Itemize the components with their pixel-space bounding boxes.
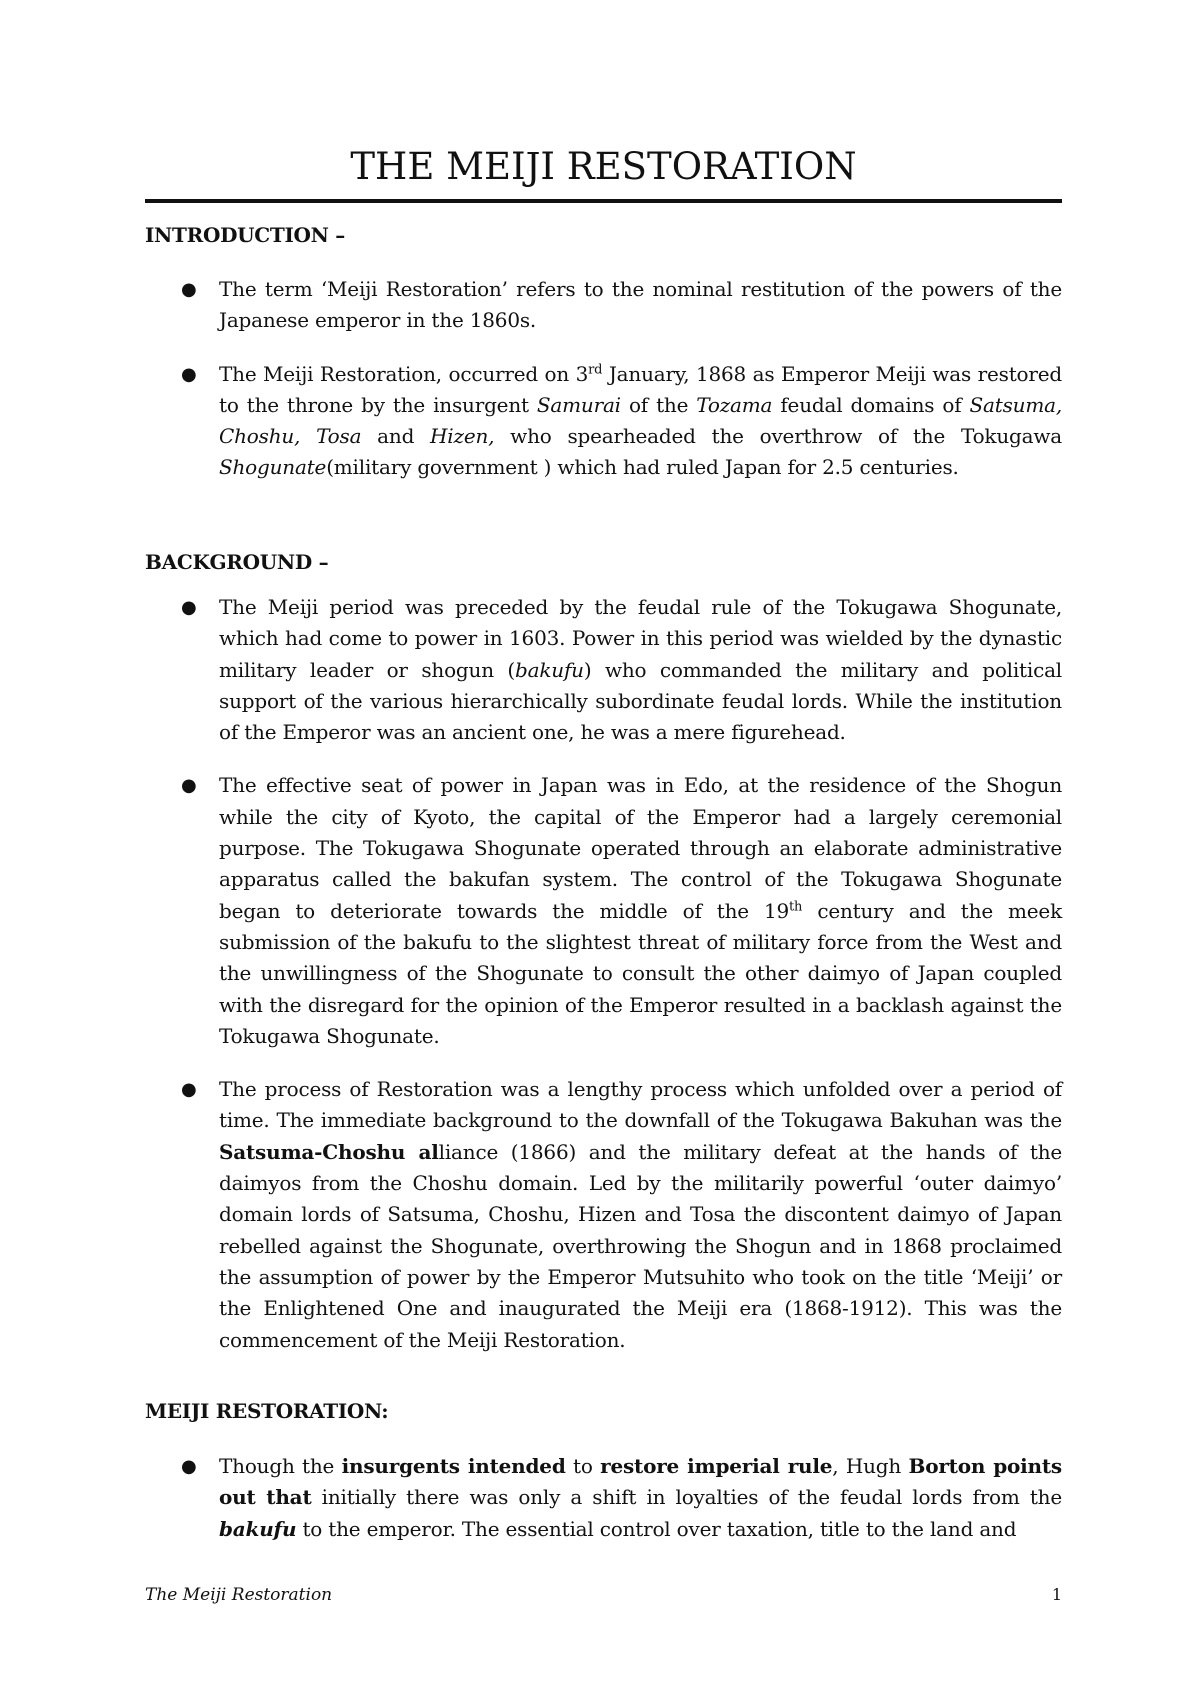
- footer-title: The Meiji Restoration: [145, 1585, 333, 1605]
- bullet-icon: ●: [181, 1456, 197, 1477]
- page-number: 1: [1051, 1585, 1062, 1604]
- bullet-text: The process of Restoration was a lengthy process which unfolded over a period of time. The immediate background to the downfall of the Tokugawa Bakuhan was the Satsuma-Choshu alliance (1866) and the military defeat at the hands of the daimyos from the Choshu domain. Led by the militarily powerful ‘outer daimyo’ domain lords of Satsuma, Choshu, Hizen and Tosa the discontent daimyo of Japan rebelled against the Shogunate, overthrowing the Shogun and in 1868 proclaimed the assumption of power by the Emperor Mutsuhito who took on the title ‘Meiji’ or the Enlightened One and inaugurated the Meiji era (1868-1912). This was the commencement of the Meiji Restoration.: [219, 1077, 1063, 1352]
- page-title: THE MEIJI RESTORATION: [350, 145, 857, 188]
- bullet-icon: ●: [181, 279, 197, 300]
- bullet-icon: ●: [181, 363, 197, 385]
- bullet-icon: ●: [181, 775, 197, 797]
- bullet-text: The Meiji period was preceded by the feudal rule of the Tokugawa Shogunate, which had come to power in 1603. Power in this period was wielded by the dynastic military leader or shogun (bakufu) who commanded the military and political support of the various hierarchically subordinate feudal lords. While the institution of the Emperor was an ancient one, he was a mere figurehead.: [219, 595, 1063, 745]
- bullet-text: The effective seat of power in Japan was in Edo, at the residence of the Shogun while the city of Kyoto, the capital of the Emperor had a largely ceremonial purpose. The Tokugawa Shogunate operated through an elaborate administrative apparatus called the bakufan system. The control of the Tokugawa Shogunate began to deteriorate towards the middle of the 19th century and the meek submission of the bakufu to the slightest threat of military force from the West and the unwillingness of the Shogunate to consult the other daimyo of Japan coupled with the disregard for the opinion of the Emperor resulted in a backlash against the Tokugawa Shogunate.: [219, 773, 1062, 1048]
- bullet-text: The Meiji Restoration, occurred on 3rd January, 1868 as Emperor Meiji was restored to the throne by the insurgent Samurai of the Tozama feudal domains of Satsuma, Choshu, Tosa and Hizen, who spearheaded the overthrow of the Tokugawa Shogunate(military government ) which had ruled Japan for 2.5 centuries.: [219, 361, 1062, 480]
- introduction-list: [145, 274, 1062, 484]
- background-heading: BACKGROUND –: [145, 550, 329, 574]
- list-item: [145, 1074, 1062, 1356]
- meiji-restoration-heading: MEIJI RESTORATION:: [145, 1399, 389, 1423]
- bullet-text: The term ‘Meiji Restoration’ refers to the nominal restitution of the powers of the Japanese emperor in the 1860s.: [219, 277, 1062, 333]
- background-list: [145, 592, 1062, 1356]
- list-item: [145, 770, 1062, 1052]
- list-item: [145, 359, 1062, 484]
- title-divider: [145, 199, 1062, 203]
- list-item: [145, 274, 1062, 337]
- list-item: [145, 592, 1062, 748]
- list-item: [145, 1451, 1062, 1545]
- bullet-text: Though the insurgents intended to restore imperial rule, Hugh Borton points out that initially there was only a shift in loyalties of the feudal lords from the bakufu to the emperor. The essential control over taxation, title to the land and: [219, 1454, 1062, 1541]
- meiji-restoration-list: [145, 1451, 1062, 1545]
- introduction-heading: INTRODUCTION –: [145, 223, 345, 247]
- bullet-icon: ●: [181, 597, 197, 618]
- bullet-icon: ●: [181, 1079, 197, 1101]
